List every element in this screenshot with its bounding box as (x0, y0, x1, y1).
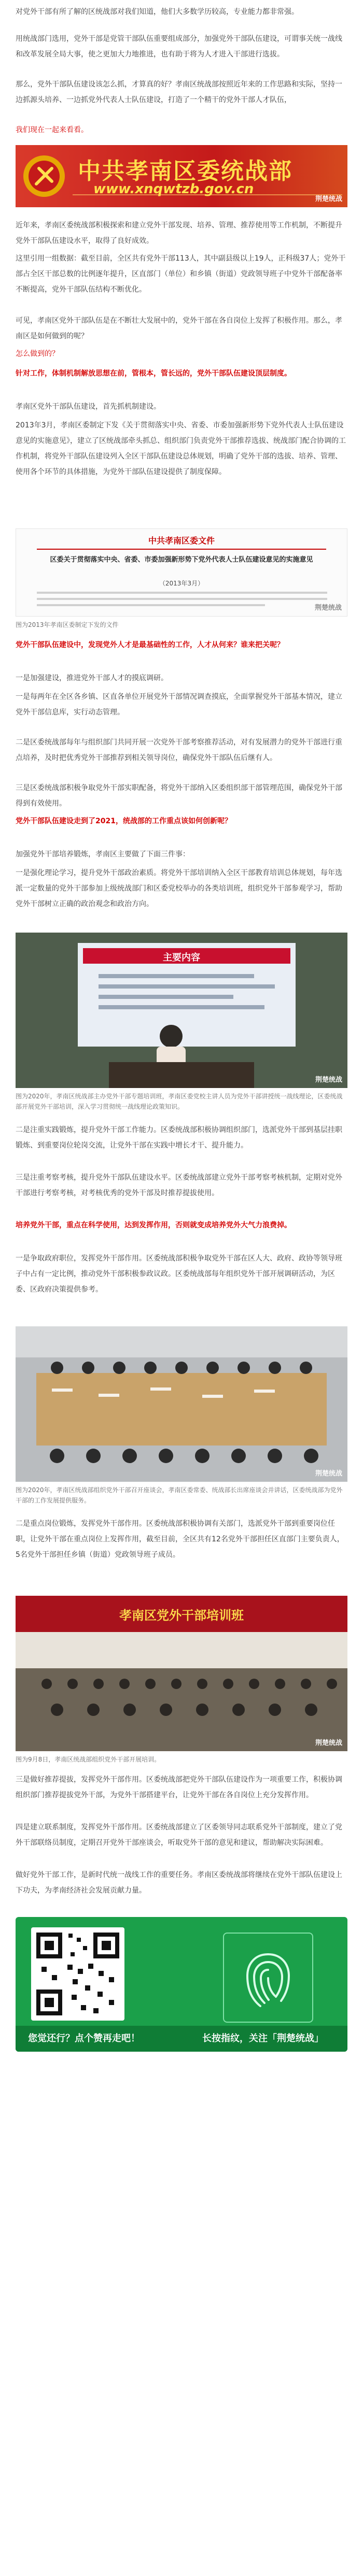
red-heading-4: 培养党外干部，重点在科学使用，达到发挥作用，否则就变成培养党外大气力浪费掉。 (16, 1221, 291, 1229)
watermark-tag: 荆楚统战 (314, 604, 342, 612)
section5-paragraph-1: 二是注重实践锻炼，提升党外干部工作能力。区委统战部积极协调组织部门，选派党外干部到基层挂职锻炼、到重要岗位轮岗交流，让党外干部在实践中增长才干、提升能力。 (16, 1126, 342, 1150)
section3-paragraph-2: 一是每两年在全区各乡镇、区直各单位开展党外干部情况调查摸底，全面掌握党外干部基本情况，建立党外干部信息库，实行动态管理。 (16, 693, 342, 717)
red-heading-3: 党外干部队伍建设走到了2021，统战部的工作重点该如何创新呢？ (16, 817, 232, 825)
lecture-photo (16, 933, 347, 1088)
doc-header: 中共孝南区委文件 (148, 536, 215, 546)
like-prompt[interactable]: 您觉还行？点个赞再走吧！ (28, 2033, 140, 2044)
intro-paragraph-2: 用统战部门选用，党外干部是党管干部队伍重要组成部分，加强党外干部队伍建设，可谓事关统一战线和改革发展全局大事，使之更加大力地推进，也有助于将为人才进入干部进行选拔。 (16, 35, 342, 59)
section2-paragraph-2: 2013年3月，孝南区委制定下发《关于贯彻落实中央、省委、市委加强新形势下党外代表人士队伍建设意见的实施意见》，建立了区统战部牵头抓总、组织部门负责党外干部推荐选拔、统战部门配合协调的工作机制，将党外干部队伍建设列入全区干部队伍建设总体规划，明确了党外干部的选拔、培养、管理、使用各个环节的具体措施，为党外干部队伍建设提供了制度保障。 (16, 421, 346, 476)
section6-paragraph-1: 一是争取政府职位，发挥党外干部作用。区委统战部积极争取党外干部在区人大、政府、政协等领导班子中占有一定比例，推动党外干部积极参政议政。区委统战部每年组织党外干部开展调研活动，为区委、区政府决策提供参考。 (16, 1254, 342, 1294)
doc-number: （2013年3月） (159, 580, 204, 587)
training-banner-text: 孝南区党外干部培训班 (119, 1608, 244, 1623)
watermark-tag: 荆楚统战 (315, 1470, 342, 1478)
red-heading-1: 针对工作，体制机制解放思想在前，管根本，管长远的，党外干部队伍建设顶层制度。 (16, 369, 291, 378)
watermark-tag: 荆楚统战 (315, 1076, 342, 1084)
training-caption: 图为9月8日，孝南区统战部组织党外干部开展培训。 (16, 1756, 161, 1763)
fingerprint-icon[interactable] (223, 1933, 313, 2023)
intro-paragraph-4: 我们现在一起来看看。 (16, 126, 88, 134)
section8-paragraph-1: 三是做好推荐提拔，发挥党外干部作用。区委统战部把党外干部队伍建设作为一项重要工作，积极协调组织部门推荐提拔党外干部，为党外干部搭建平台，让党外干部在各自岗位上充分发挥作用。 (16, 1776, 342, 1799)
section1-paragraph-2: 这里引用一组数据：截至目前，全区共有党外干部113人，其中副县级以上19人，正科级37人；党外干部占全区干部总数的比例逐年提升，区直部门（单位）和乡镇（街道）党政领导班子中党外干部配备率不断提高，党外干部队伍结构不断优化。 (16, 254, 346, 294)
section3-paragraph-3: 二是区委统战部每年与组织部门共同开展一次党外干部考察推荐活动，对有发展潜力的党外干部进行重点培养，及时把优秀党外干部推荐到相关领导岗位，确保党外干部队伍后继有人。 (16, 738, 342, 762)
doc-text-lines (16, 589, 347, 614)
meeting-scene (16, 1326, 347, 1482)
section8-paragraph-2: 四是建立联系制度，发挥党外干部作用。区委统战部建立了区委领导同志联系党外干部制度，建立了党外干部联络员制度，定期召开党外干部座谈会，听取党外干部的意见和建议，帮助解决实际困难。 (16, 1823, 342, 1847)
section3-paragraph-1: 一是加强建设，推进党外干部人才的摸底调研。 (16, 674, 168, 682)
section2-paragraph-1: 孝南区党外干部队伍建设，首先抓机制建设。 (16, 403, 161, 411)
intro-paragraph-1: 对党外干部有所了解的区统战部对我们知道，他们大多数学历较高，专业能力都非常强。 (16, 8, 299, 16)
section4-paragraph-1: 加强党外干部培养锻炼，孝南区主要做了下面三件事： (16, 850, 190, 858)
banner-url: www.xnqwtzb.gov.cn (93, 181, 254, 197)
doc-red-rule (37, 549, 326, 550)
section3-paragraph-4: 三是区委统战部积极争取党外干部实职配备，将党外干部纳入区委组织部干部管理范围，确保党外干部得到有效使用。 (16, 784, 342, 808)
party-banner-image (16, 145, 347, 207)
red-heading-2: 党外干部队伍建设中，发现党外人才是最基础性的工作，人才从何来？谁来把关呢？ (16, 641, 284, 649)
document-image (16, 528, 347, 617)
qr-code-icon[interactable] (31, 1927, 124, 2021)
follow-prompt[interactable]: 长按指纹，关注「荆楚统战」 (202, 2033, 324, 2044)
doc-title: 区委关于贯彻落实中央、省委、市委加强新形势下党外代表人士队伍建设意见的实施意见 (50, 556, 313, 564)
watermark-tag: 荆楚统战 (315, 1739, 342, 1747)
lecture-caption: 图为2020年，孝南区统战部主办党外干部专题培训班，孝南区委党校主讲人员为党外干部讲授统一战线理论，区委统战部开展党外干部培训，深入学习贯彻统一战线理论政策知识。 (16, 1093, 343, 1110)
section8-paragraph-3: 做好党外干部工作，是新时代统一战线工作的重要任务。孝南区委统战部将继续在党外干部队伍建设上下功夫，为孝南经济社会发展贡献力量。 (16, 1871, 342, 1895)
section4-paragraph-2: 一是强化理论学习，提升党外干部政治素质。将党外干部培训纳入全区干部教育培训总体规划，每年选派一定数量的党外干部参加上级统战部门和区委党校举办的各类培训班，组织党外干部参观学习，帮助党外干部树立正确的政治观念和政治方向。 (16, 869, 342, 908)
banner-title: 中共孝南区委统战部 (78, 158, 292, 184)
training-photo (16, 1596, 347, 1751)
watermark-tag: 荆楚统战 (315, 195, 342, 203)
doc-caption: 图为2013年孝南区委制定下发的文件 (16, 621, 119, 628)
follow-panel (16, 1917, 347, 2052)
slide-title: 主要内容 (163, 952, 200, 963)
section1-paragraph-1: 近年来，孝南区委统战部积极探索和建立党外干部发现、培养、管理、推荐使用等工作机制，不断提升党外干部队伍建设水平，取得了良好成效。 (16, 221, 342, 245)
meeting-photo (16, 1326, 347, 1482)
section1-paragraph-3: 可见，孝南区党外干部队伍是在不断壮大发展中的，党外干部在各自岗位上发挥了积极作用。那么，孝南区是如何做到的呢？ (16, 317, 342, 340)
section7-paragraph-1: 二是重点岗位锻炼，发挥党外干部作用。区委统战部积极协调有关部门，选派党外干部到重要岗位任职，让党外干部在重点岗位上发挥作用，截至目前，全区共有12名党外干部担任区直部门主要负责人，5名党外干部担任乡镇（街道）党政领导班子成员。 (16, 1520, 344, 1559)
section5-paragraph-2: 三是注重考察考核，提升党外干部队伍建设水平。区委统战部建立党外干部考察考核机制，定期对党外干部进行考察考核，对考核优秀的党外干部及时推荐提拔使用。 (16, 1173, 342, 1197)
meeting-caption: 图为2020年，孝南区统战部组织党外干部召开座谈会，孝南区委常委、统战部长出席座谈会并讲话，区委统战部为党外干部的工作发展提供服务。 (16, 1486, 343, 1504)
question-line: 怎么做到的？ (16, 350, 59, 358)
intro-paragraph-3: 那么，党外干部队伍建设该怎么抓，才算真的好？孝南区统战部按照近年来的工作思路和实际，坚持一边抓源头培养、一边抓党外代表人士队伍建设，打造了一个精干的党外干部人才队伍， (16, 80, 342, 104)
